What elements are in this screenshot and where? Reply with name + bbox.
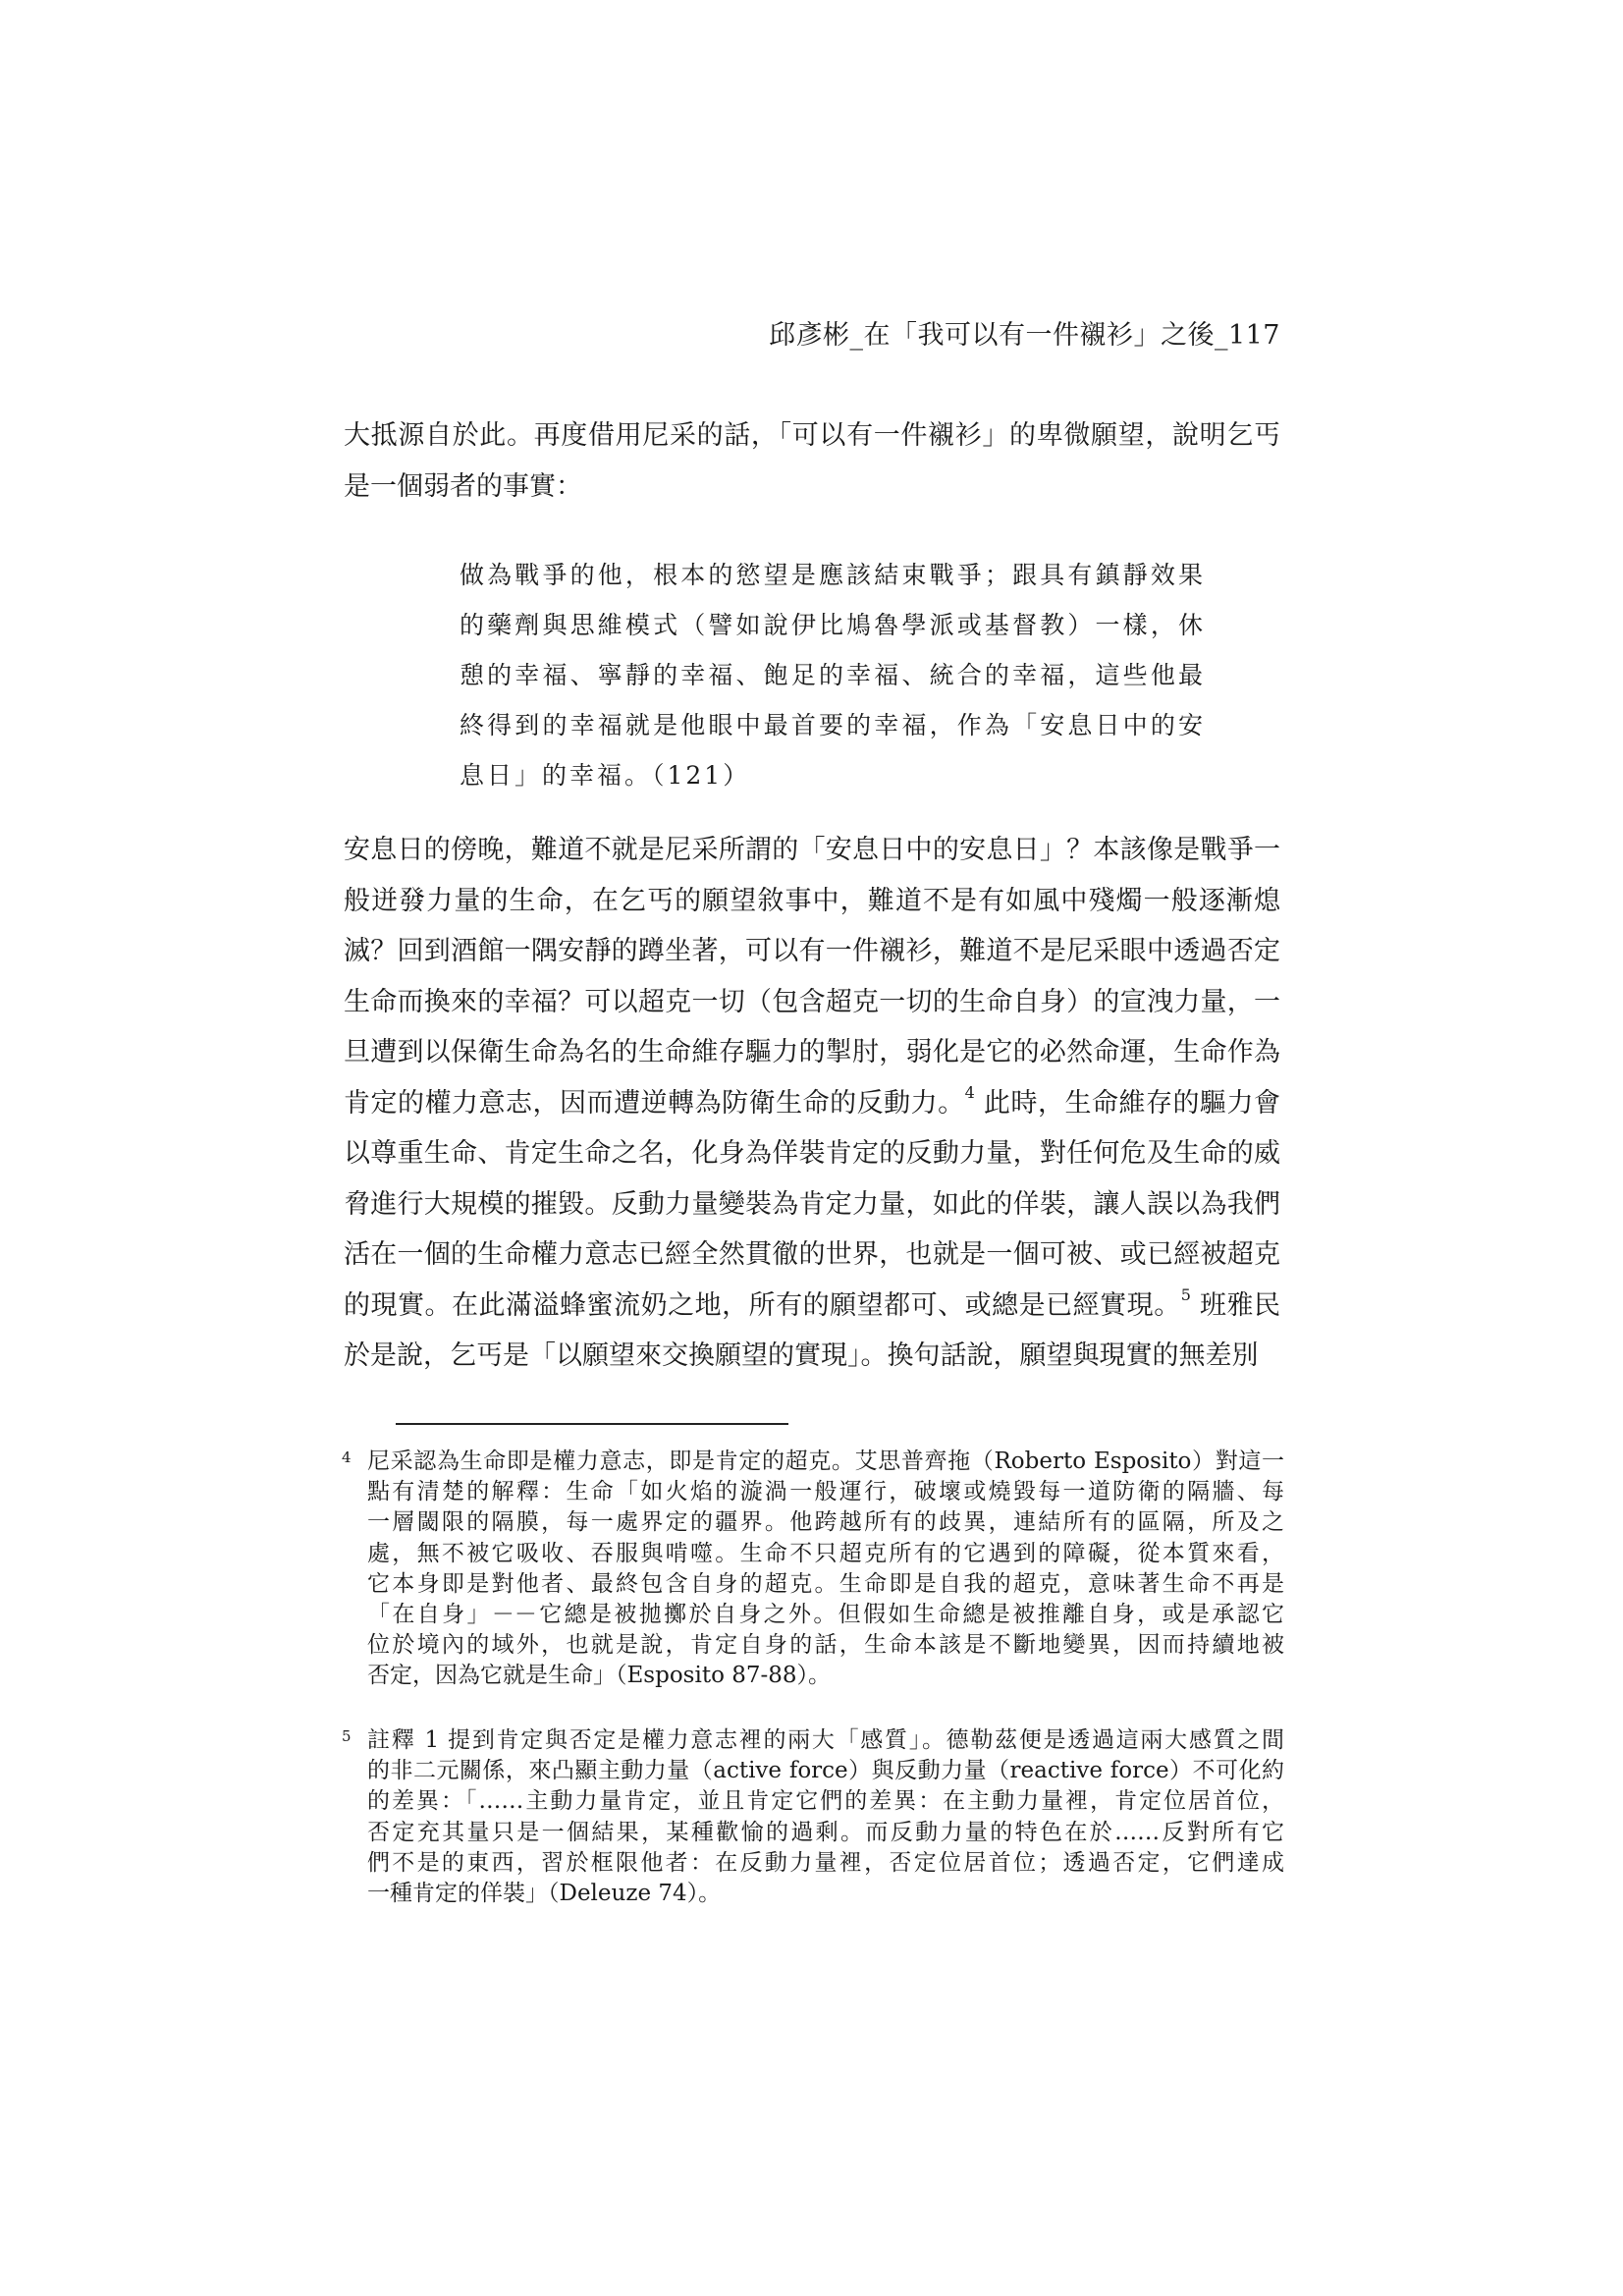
text-line: 是一個弱者的事實： — [344, 470, 582, 502]
text-line: 生命而換來的幸福？可以超克一切（包含超克一切的生命自身）的宣洩力量，一 — [344, 986, 1280, 1017]
text-line: 大抵源自於此。再度借用尼采的話，「可以有一件襯衫」的卑微願望，說明乞丐 — [344, 420, 1280, 451]
text-line: 於是說，乞丐是「以願望來交換願望的實現」。換句話說，願望與現實的無差別 — [344, 1340, 1259, 1371]
text-line: 般迸發力量的生命，在乞丐的願望敘事中，難道不是有如風中殘燭一般逐漸熄 — [344, 885, 1280, 916]
block-quote — [460, 550, 1206, 800]
text-line: 安息日的傍晚，難道不就是尼采所謂的「安息日中的安息日」？本該像是戰爭一 — [344, 835, 1280, 865]
text-line: 活在一個的生命權力意志已經全然貫徹的世界，也就是一個可被、或已經被超克 — [344, 1239, 1280, 1270]
footnote-5 — [342, 1725, 1284, 1909]
footnote-body — [367, 1447, 1284, 1692]
running-header: 邱彥彬_在「我可以有一件襯衫」之後_117 — [768, 320, 1280, 351]
quote-line: 終得到的幸福就是他眼中最首要的幸福，作為「安息日中的安 — [460, 711, 1206, 739]
footnote-line: 否定，因為它就是生命」（Esposito 87-88）。 — [367, 1663, 832, 1689]
footnote-line: 位於境內的域外，也就是說，肯定自身的話，生命本該是不斷地變異，因而持續地被 — [367, 1632, 1284, 1659]
text-segment: 的現實。在此滿溢蜂蜜流奶之地，所有的願望都可、或總是已經實現。 — [344, 1289, 1181, 1321]
text-line — [344, 1078, 1280, 1129]
footnote-divider — [396, 1423, 788, 1425]
footnote-line: 處，無不被它吸收、吞服與啃噬。生命不只超克所有的它遇到的障礙，從本質來看， — [367, 1540, 1284, 1566]
footnote-ref-5[interactable]: 5 — [1180, 1285, 1191, 1304]
footnote-body — [367, 1725, 1284, 1909]
text-line: 脅進行大規模的摧毀。反動力量變裝為肯定力量，如此的佯裝，讓人誤以為我們 — [344, 1188, 1280, 1220]
footnote-line: 一種肯定的佯裝」（Deleuze 74）。 — [367, 1881, 722, 1907]
footnote-number: 4 — [342, 1449, 352, 1466]
text-line — [344, 1281, 1280, 1332]
footnote-line: 的差異：「……主動力量肯定，並且肯定它們的差異：在主動力量裡，肯定位居首位， — [367, 1788, 1284, 1815]
body-paragraph-1 — [344, 410, 1280, 512]
quote-line: 做為戰爭的他，根本的慾望是應該結束戰爭；跟具有鎮靜效果 — [460, 561, 1206, 589]
text-line: 旦遭到以保衛生命為名的生命維存驅力的掣肘，弱化是它的必然命運，生命作為 — [344, 1037, 1280, 1067]
footnote-line: 尼采認為生命即是權力意志，即是肯定的超克。艾思普齊拖（Roberto Esposito）對這一 — [367, 1449, 1284, 1474]
footnote-line: 否定充其量只是一個結果，某種歡愉的過剩。而反動力量的特色在於……反對所有它 — [367, 1819, 1284, 1845]
footnote-4 — [342, 1447, 1284, 1692]
text-line: 滅？回到酒館一隅安靜的蹲坐著，可以有一件襯衫，難道不是尼采眼中透過否定 — [344, 936, 1280, 966]
footnote-line: 點有清楚的解釋：生命「如火焰的漩渦一般運行，破壞或燒毀每一道防衛的隔牆、每 — [367, 1479, 1284, 1505]
footnote-line: 它本身即是對他者、最終包含自身的超克。生命即是自我的超克，意味著生命不再是 — [367, 1570, 1284, 1597]
footnote-line: 的非二元關係，來凸顯主動力量（active force）與反動力量（reactive force）不可化約 — [367, 1758, 1284, 1784]
footnote-line: 一層閾限的隔膜，每一處界定的疆界。他跨越所有的歧異，連結所有的區隔，所及之 — [367, 1509, 1284, 1536]
footnote-line: 們不是的東西，習於框限他者：在反動力量裡，否定位居首位；透過否定，它們達成 — [367, 1849, 1284, 1876]
quote-line: 息日」的幸福。（121） — [460, 761, 751, 790]
text-segment: 班雅民 — [1190, 1289, 1280, 1321]
body-paragraph-2 — [344, 825, 1280, 1382]
quote-line: 憩的幸福、寧靜的幸福、飽足的幸福、統合的幸福，這些他最 — [460, 661, 1206, 689]
quote-line: 的藥劑與思維模式（譬如說伊比鳩魯學派或基督教）一樣，休 — [460, 611, 1206, 639]
text-line: 以尊重生命、肯定生命之名，化身為佯裝肯定的反動力量，對任何危及生命的威 — [344, 1138, 1280, 1169]
footnote-number: 5 — [342, 1727, 352, 1745]
text-segment: 肯定的權力意志，因而遭逆轉為防衛生命的反動力。 — [344, 1087, 965, 1119]
text-segment: 此時，生命維存的驅力會 — [974, 1087, 1280, 1119]
footnote-ref-4[interactable]: 4 — [964, 1082, 975, 1102]
footnote-line: 「在自身」－－它總是被拋擲於自身之外。但假如生命總是被推離自身，或是承認它 — [367, 1602, 1284, 1628]
footnote-line: 註釋 1 提到肯定與否定是權力意志裡的兩大「感質」。德勒茲便是透過這兩大感質之間 — [367, 1727, 1284, 1753]
